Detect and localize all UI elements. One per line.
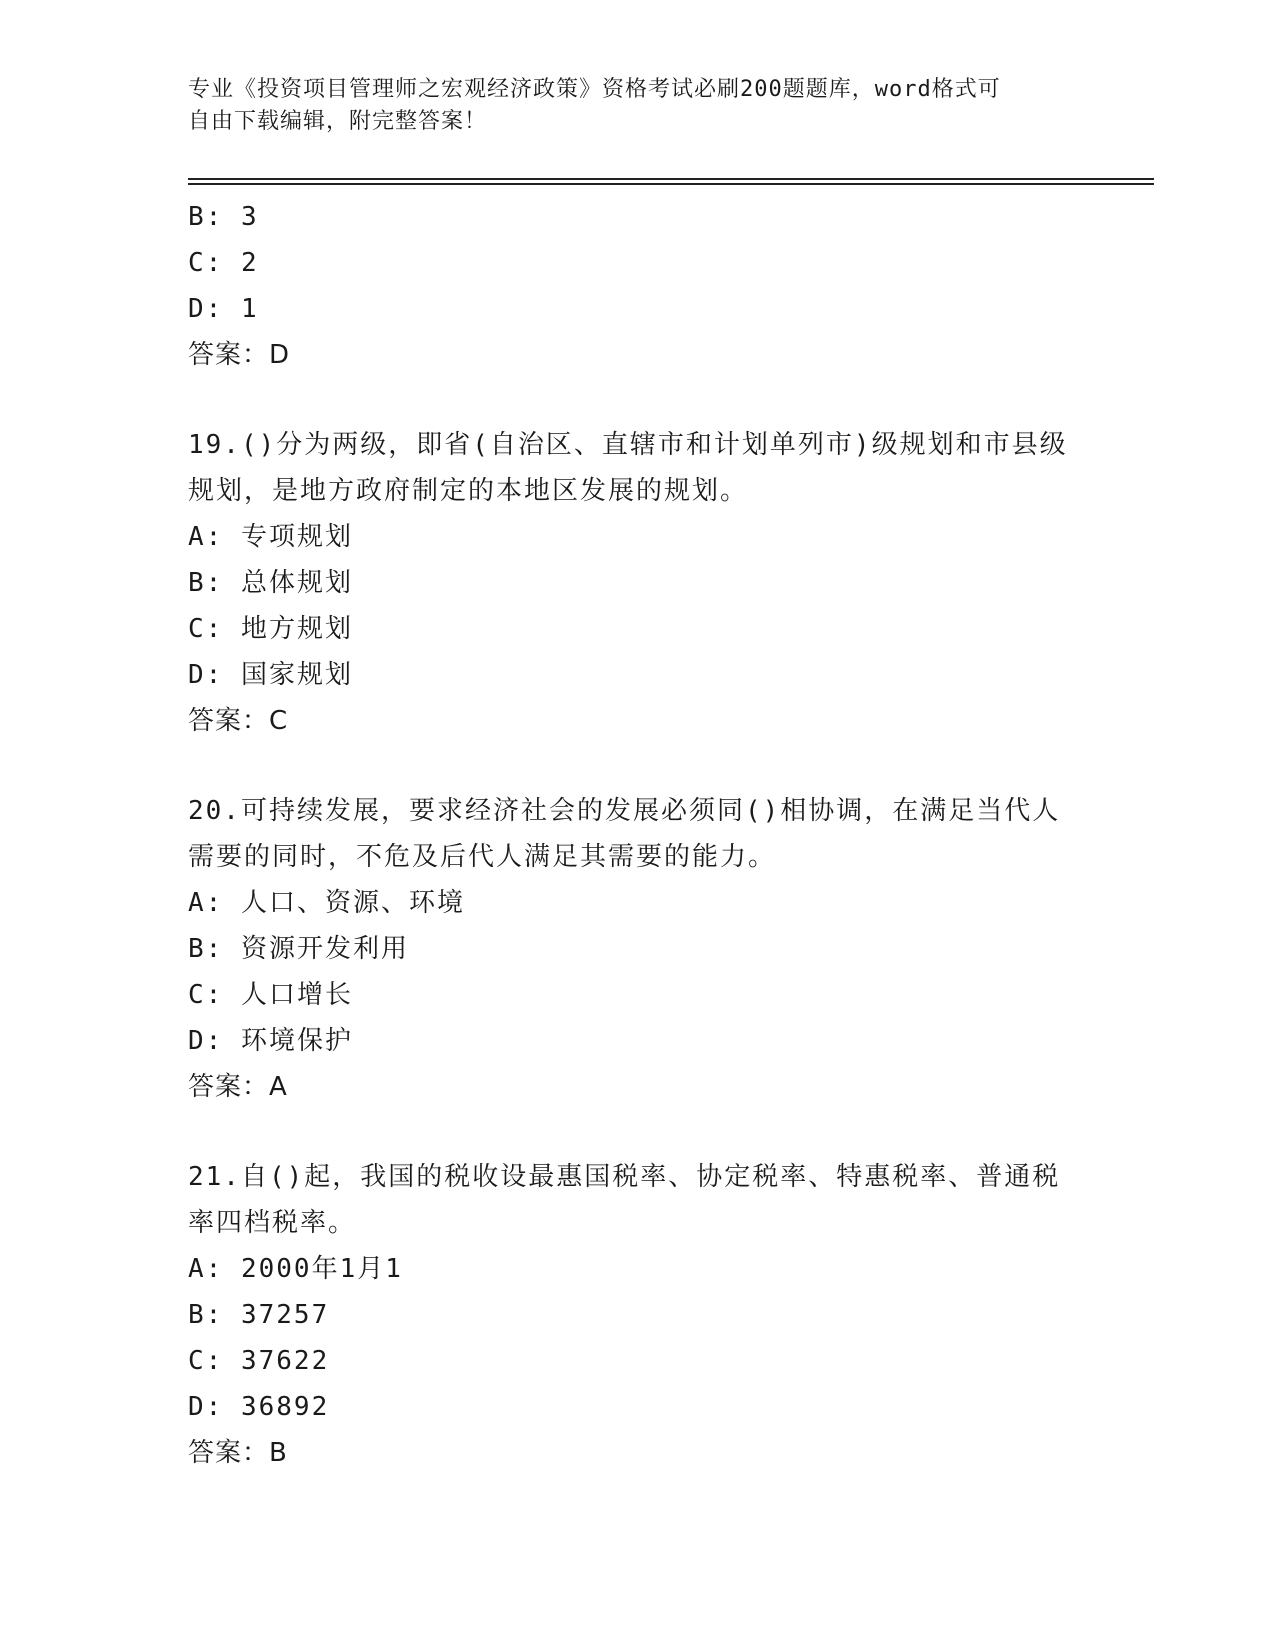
option-text: 2	[240, 248, 259, 278]
option-line	[188, 1338, 1088, 1384]
option-key: D:	[188, 1392, 224, 1422]
option-key: C:	[188, 614, 224, 644]
question-block-20	[188, 788, 1088, 1110]
option-text: 37257	[240, 1300, 330, 1330]
header-rule-top	[188, 178, 1154, 180]
option-key: A:	[188, 522, 224, 552]
option-line	[188, 1246, 1088, 1292]
option-line	[188, 606, 1088, 652]
option-line	[188, 972, 1088, 1018]
option-text: 人口、资源、环境	[240, 888, 465, 918]
option-text: 37622	[240, 1346, 330, 1376]
option-line	[188, 240, 1088, 286]
option-line	[188, 560, 1088, 606]
option-key: B:	[188, 1300, 224, 1330]
header-rule-bottom	[188, 183, 1154, 185]
question-block-19	[188, 422, 1088, 744]
header-title-line-1: 专业《投资项目管理师之宏观经济政策》资格考试必刷200题题库，word格式可	[188, 77, 1001, 102]
option-key: D:	[188, 1026, 224, 1056]
answer-line: 答案：D	[188, 340, 291, 370]
question-stem-line: 21.自()起，我国的税收设最惠国税率、协定税率、特惠税率、普通税	[188, 1162, 1061, 1192]
option-key: C:	[188, 248, 224, 278]
option-line	[188, 652, 1088, 698]
question-stem-line: 率四档税率。	[188, 1208, 357, 1238]
option-text: 人口增长	[240, 980, 353, 1010]
question-stem-line: 20.可持续发展，要求经济社会的发展必须同()相协调，在满足当代人	[188, 796, 1061, 826]
question-content	[188, 194, 1088, 1476]
option-key: D:	[188, 660, 224, 690]
option-text: 1	[240, 294, 259, 324]
page-header	[188, 74, 1088, 138]
option-text: 地方规划	[240, 614, 353, 644]
answer-line: 答案：A	[188, 1072, 288, 1102]
option-text: 总体规划	[240, 568, 353, 598]
question-block-21	[188, 1154, 1088, 1476]
option-key: D:	[188, 294, 224, 324]
option-line	[188, 926, 1088, 972]
option-line	[188, 286, 1088, 332]
option-key: B:	[188, 568, 224, 598]
option-key: A:	[188, 888, 224, 918]
option-key: C:	[188, 980, 224, 1010]
option-text: 36892	[240, 1392, 330, 1422]
option-text: 专项规划	[240, 522, 353, 552]
option-text: 环境保护	[240, 1026, 353, 1056]
option-key: A:	[188, 1254, 224, 1284]
option-key: B:	[188, 934, 224, 964]
question-stem-line: 需要的同时，不危及后代人满足其需要的能力。	[188, 842, 777, 872]
carryover-block	[188, 194, 1088, 378]
option-text: 资源开发利用	[240, 934, 409, 964]
option-line	[188, 1384, 1088, 1430]
option-line	[188, 194, 1088, 240]
option-line	[188, 514, 1088, 560]
answer-line: 答案：C	[188, 706, 289, 736]
option-text: 国家规划	[240, 660, 353, 690]
option-text: 3	[240, 202, 259, 232]
option-line	[188, 1018, 1088, 1064]
option-line	[188, 880, 1088, 926]
question-stem-line: 19.()分为两级，即省(自治区、直辖市和计划单列市)级规划和市县级	[188, 430, 1068, 460]
option-text: 2000年1月1	[240, 1254, 403, 1284]
option-key: C:	[188, 1346, 224, 1376]
option-line	[188, 1292, 1088, 1338]
option-key: B:	[188, 202, 224, 232]
header-title-line-2: 自由下载编辑，附完整答案！	[188, 109, 488, 134]
answer-line: 答案：B	[188, 1438, 288, 1468]
question-stem-line: 规划，是地方政府制定的本地区发展的规划。	[188, 476, 749, 506]
